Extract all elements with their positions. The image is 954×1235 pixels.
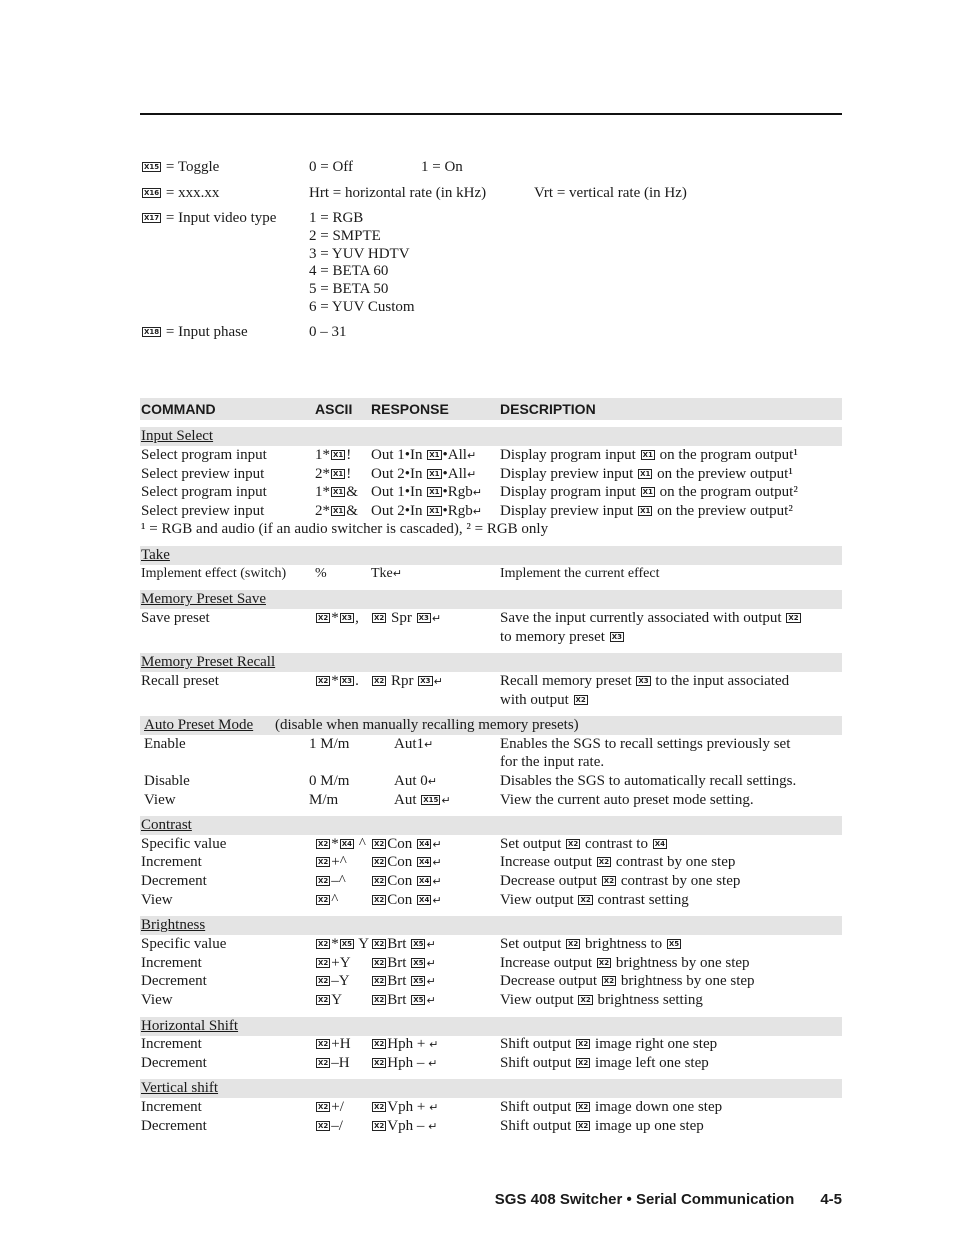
cell-response: X2 Spr X3 ↵ [374, 610, 442, 626]
cell-description: Display preview input X1 on the preview output² [500, 503, 793, 519]
table-row [141, 483, 841, 502]
table-row [141, 791, 841, 810]
variable-box-icon: X2 [374, 996, 385, 1004]
variable-box-icon: X5 [413, 977, 424, 985]
cell-ascii: X2 –/ [318, 1118, 343, 1134]
variable-box-icon: X3 [341, 614, 353, 622]
footnote: ¹ = RGB and audio (if an audio switcher is cascaded), ² = RGB only [141, 521, 549, 537]
section-auto-preset-mode [140, 716, 842, 735]
cell-ascii: 1* X1 & [315, 484, 358, 500]
cell-command: Implement effect (switch) [141, 566, 287, 581]
variable-box-icon: X5 [413, 940, 424, 948]
section-title: Horizontal Shift [141, 1018, 239, 1034]
cell-command: Decrement [141, 973, 207, 989]
table-row [141, 872, 841, 891]
variable-box-icon: X5 [413, 996, 424, 1004]
enter-icon: ↵ [426, 975, 436, 988]
cell-response: X2 Hph – ↵ [374, 1055, 438, 1071]
var-value-2: Vrt = vertical rate (in Hz) [534, 185, 687, 201]
variable-box-icon: X2 [374, 614, 385, 622]
cell-response: Out 2•In X1 •Rgb↵ [371, 503, 483, 519]
cell-ascii: X2 –^ [318, 873, 346, 889]
col-ascii: ASCII [315, 401, 353, 417]
var-name: = Toggle [165, 159, 220, 175]
cell-description: with output X2 [500, 692, 586, 708]
variable-box-icon: X4 [419, 840, 430, 848]
section-title: Input Select [141, 428, 214, 444]
cell-description: Recall memory preset X3 to the input associated [500, 673, 790, 689]
cell-ascii: 1 M/m [309, 736, 350, 752]
table-row [141, 1117, 841, 1136]
cell-command: Recall preset [141, 673, 219, 689]
footer-title: SGS 408 Switcher • Serial Communication [494, 1191, 795, 1208]
cell-response: X2 Brt X5 ↵ [374, 973, 436, 989]
variable-box-icon: X3 [638, 677, 649, 685]
variable-box-icon: X2 [598, 858, 610, 866]
variable-box-icon: X1 [429, 507, 440, 515]
var-list-item: 3 = YUV HDTV [309, 246, 410, 262]
cell-response: Tke↵ [371, 566, 402, 581]
table-row [141, 954, 841, 973]
variable-box-icon: X4 [419, 896, 430, 904]
header-rule [140, 113, 842, 115]
table-row [141, 565, 841, 584]
variable-box-icon: X2 [374, 1040, 385, 1048]
variable-box-icon: X1 [333, 488, 344, 496]
variable-box-icon: X2 [575, 696, 586, 704]
variable-box-icon: X5 [668, 940, 680, 948]
section-memory-preset-save [140, 590, 842, 609]
enter-icon: ↵ [392, 567, 402, 580]
variable-box-icon: X3 [341, 677, 353, 685]
table-row [141, 609, 841, 628]
section-title: Auto Preset Mode [144, 717, 254, 733]
variable-box-icon: X15 [144, 163, 160, 171]
cell-command: Save preset [141, 610, 210, 626]
variable-box-icon: X2 [318, 1122, 329, 1130]
cell-description: Decrease output X2 contrast by one step [500, 873, 741, 889]
var-value: 0 = Off [309, 159, 354, 175]
enter-icon: ↵ [432, 838, 442, 851]
cell-description: Increase output X2 brightness by one step [500, 955, 750, 971]
enter-icon: ↵ [432, 894, 442, 907]
cell-response: Aut1↵ [394, 736, 434, 752]
cell-ascii: X2 * X4 ^ [318, 836, 366, 852]
section-title: Contrast [141, 817, 192, 833]
cell-command: Select preview input [141, 503, 265, 519]
col-command: COMMAND [141, 401, 216, 417]
section-take [140, 546, 842, 565]
cell-description: Set output X2 brightness to X5 [500, 936, 680, 952]
variable-box-icon: X2 [374, 1059, 385, 1067]
table-row [141, 672, 841, 691]
variable-box-icon: X4 [419, 858, 430, 866]
variable-box-icon: X2 [603, 977, 615, 985]
cell-ascii: X2 –H [318, 1055, 350, 1071]
cell-command: Decrement [141, 873, 207, 889]
cell-ascii: X2 +/ [318, 1099, 344, 1115]
enter-icon: ↵ [428, 1120, 438, 1133]
cell-ascii: X2 ^ [318, 892, 339, 908]
cell-ascii: 1* X1 ! [315, 447, 352, 463]
table-row [141, 935, 841, 954]
enter-icon: ↵ [432, 856, 442, 869]
section-title: Memory Preset Recall [141, 654, 276, 670]
var-name: = Input video type [165, 210, 277, 226]
section-vertical-shift [140, 1079, 842, 1098]
table-row [141, 446, 841, 465]
cell-ascii: 2* X1 & [315, 503, 358, 519]
col-response: RESPONSE [371, 401, 449, 417]
variable-box-icon: X2 [318, 959, 329, 967]
cell-ascii: X2 –Y [318, 973, 350, 989]
variable-box-icon: X1 [642, 488, 653, 496]
cell-response: X2 Brt X5 ↵ [374, 955, 436, 971]
cell-description: to memory preset X3 [500, 629, 623, 645]
cell-ascii: X2 * X3 , [318, 610, 359, 626]
section-title: Take [141, 547, 170, 563]
cell-description: Save the input currently associated with output X2 [500, 610, 799, 626]
variable-box-icon: X2 [374, 840, 385, 848]
table-row [141, 972, 841, 991]
cell-command: View [141, 992, 173, 1008]
cell-description: Decrease output X2 brightness by one step [500, 973, 755, 989]
variable-box-icon: X2 [318, 877, 329, 885]
table-row [141, 991, 841, 1010]
variable-box-icon: X15 [423, 796, 439, 804]
var-list-item: 5 = BETA 50 [309, 281, 389, 297]
var-list-item: 4 = BETA 60 [309, 263, 389, 279]
cell-command: Select program input [141, 484, 267, 500]
cell-command: Increment [141, 1099, 202, 1115]
cell-command: Enable [144, 736, 186, 752]
variable-box-icon: X2 [374, 977, 385, 985]
cell-command: Specific value [141, 836, 227, 852]
variable-box-icon: X2 [578, 1040, 589, 1048]
enter-icon: ↵ [424, 738, 434, 751]
enter-icon: ↵ [428, 1057, 438, 1070]
variable-box-icon: X2 [568, 840, 579, 848]
cell-description: View the current auto preset mode setting. [500, 792, 754, 808]
variable-box-icon: X17 [144, 214, 160, 222]
table-row [141, 502, 841, 521]
cell-command: Disable [144, 773, 190, 789]
cell-description: Display preview input X1 on the preview output¹ [500, 466, 793, 482]
variable-box-icon: X1 [333, 470, 344, 478]
page-footer [0, 1191, 842, 1208]
cell-description: Implement the current effect [500, 566, 660, 581]
section-contrast [140, 816, 842, 835]
var-list-item: 6 = YUV Custom [309, 299, 415, 315]
cell-response: X2 Brt X5 ↵ [374, 936, 436, 952]
enter-icon: ↵ [466, 468, 477, 481]
cell-command: View [144, 792, 176, 808]
variable-box-icon: X1 [333, 507, 344, 515]
var-list-item: 1 = RGB [309, 210, 364, 226]
cell-response: Out 2•In X1 •All↵ [371, 466, 477, 482]
enter-icon: ↵ [426, 938, 436, 951]
cell-description: Display program input X1 on the program output¹ [500, 447, 798, 463]
variable-box-icon: X1 [640, 507, 651, 515]
var-list-item: 2 = SMPTE [309, 228, 381, 244]
cell-command: Increment [141, 1036, 202, 1052]
table-row [141, 891, 841, 910]
cell-response: X2 Con X4 ↵ [374, 854, 442, 870]
variable-box-icon: X3 [420, 677, 431, 685]
variable-box-icon: X3 [418, 614, 429, 622]
cell-response: X2 Vph + ↵ [374, 1099, 439, 1115]
table-row-continued [141, 691, 841, 710]
variable-box-icon: X5 [413, 959, 424, 967]
variable-box-icon: X2 [578, 1103, 589, 1111]
var-value: Hrt = horizontal rate (in kHz) [309, 185, 487, 201]
section-input-select [140, 427, 842, 446]
variable-box-icon: X3 [611, 633, 623, 641]
variable-box-icon: X2 [374, 940, 385, 948]
variable-box-icon: X1 [429, 470, 440, 478]
table-row [141, 465, 841, 484]
cell-response: Out 1•In X1 •Rgb↵ [371, 484, 483, 500]
var-value: 0 – 31 [309, 324, 347, 340]
variable-box-icon: X4 [341, 840, 353, 848]
variable-box-icon: X2 [374, 877, 385, 885]
cell-ascii: X2 * X5 Y [318, 936, 370, 952]
enter-icon: ↵ [432, 875, 442, 888]
cell-ascii: X2 * X3 . [318, 673, 359, 689]
enter-icon: ↵ [431, 612, 442, 625]
enter-icon: ↵ [441, 794, 451, 807]
cell-ascii: X2 +Y [318, 955, 351, 971]
table-row [141, 853, 841, 872]
cell-response: X2 Hph + ↵ [374, 1036, 439, 1052]
cell-command: Decrement [141, 1118, 207, 1134]
cell-response: X2 Con X4 ↵ [374, 873, 442, 889]
variable-box-icon: X2 [318, 1040, 329, 1048]
variable-box-icon: X2 [598, 959, 610, 967]
cell-description: Shift output X2 image down one step [500, 1099, 723, 1115]
variable-box-icon: X2 [318, 977, 329, 985]
section-title: Memory Preset Save [141, 591, 266, 607]
enter-icon: ↵ [466, 449, 477, 462]
section-horizontal-shift [140, 1017, 842, 1036]
cell-description: View output X2 contrast setting [500, 892, 689, 908]
cell-description: Enables the SGS to recall settings previously set [500, 736, 791, 752]
variable-box-icon: X2 [788, 614, 799, 622]
variable-box-icon: X2 [568, 940, 579, 948]
col-description: DESCRIPTION [500, 401, 596, 417]
page-number: 4-5 [820, 1191, 842, 1208]
variable-box-icon: X1 [333, 451, 344, 459]
cell-description: for the input rate. [500, 754, 605, 770]
cell-ascii: X2 Y [318, 992, 343, 1008]
enter-icon: ↵ [433, 675, 443, 688]
variable-box-icon: X1 [429, 488, 440, 496]
variable-box-icon: X2 [374, 896, 385, 904]
table-row [141, 835, 841, 854]
cell-ascii: M/m [309, 792, 339, 808]
variable-box-icon: X1 [642, 451, 653, 459]
cell-response: X2 Rpr X3 ↵ [374, 673, 443, 689]
variable-box-icon: X2 [318, 614, 329, 622]
cell-description: Disables the SGS to automatically recall settings. [500, 773, 797, 789]
cell-command: Select preview input [141, 466, 265, 482]
variable-box-icon: X1 [429, 451, 440, 459]
variable-box-icon: X2 [578, 1059, 589, 1067]
section-memory-preset-recall [140, 653, 842, 672]
enter-icon: ↵ [472, 486, 483, 499]
table-row [141, 772, 841, 791]
variable-box-icon: X18 [144, 328, 160, 336]
enter-icon: ↵ [429, 1101, 439, 1114]
variable-box-icon: X2 [318, 677, 329, 685]
var-value-2: 1 = On [421, 159, 463, 175]
table-row [141, 1098, 841, 1117]
variable-box-icon: X2 [318, 940, 329, 948]
table-row [141, 735, 841, 754]
table-row [141, 1035, 841, 1054]
cell-response: Out 1•In X1 •All↵ [371, 447, 477, 463]
cell-command: Increment [141, 854, 202, 870]
table-row-continued [141, 753, 841, 772]
variable-box-icon: X2 [318, 1103, 329, 1111]
variable-box-icon: X2 [318, 996, 329, 1004]
variable-box-icon: X4 [419, 877, 430, 885]
cell-description: Shift output X2 image up one step [500, 1118, 704, 1134]
cell-response: X2 Brt X5 ↵ [374, 992, 436, 1008]
cell-description: Shift output X2 image right one step [500, 1036, 718, 1052]
table-row-continued [141, 628, 841, 647]
cell-response: Aut 0↵ [394, 773, 437, 789]
enter-icon: ↵ [426, 994, 436, 1007]
variable-box-icon: X2 [374, 1103, 385, 1111]
cell-response: X2 Vph – ↵ [374, 1118, 438, 1134]
variable-box-icon: X2 [580, 896, 591, 904]
variable-box-icon: X2 [318, 858, 329, 866]
cell-description: View output X2 brightness setting [500, 992, 703, 1008]
cell-response: Aut X15 ↵ [394, 792, 451, 808]
enter-icon: ↵ [426, 957, 436, 970]
section-note: (disable when manually recalling memory presets) [275, 717, 579, 733]
enter-icon: ↵ [472, 505, 483, 518]
enter-icon: ↵ [429, 1038, 439, 1051]
variable-box-icon: X2 [578, 1122, 589, 1130]
variable-box-icon: X2 [374, 959, 385, 967]
variable-box-icon: X16 [144, 189, 160, 197]
table-header [140, 398, 842, 420]
cell-command: Decrement [141, 1055, 207, 1071]
enter-icon: ↵ [427, 775, 437, 788]
cell-description: Set output X2 contrast to X4 [500, 836, 665, 852]
cell-description: Display program input X1 on the program output² [500, 484, 798, 500]
cell-response: X2 Con X4 ↵ [374, 892, 442, 908]
cell-response: X2 Con X4 ↵ [374, 836, 442, 852]
variable-box-icon: X4 [654, 840, 665, 848]
variable-box-icon: X2 [318, 896, 329, 904]
cell-description: Increase output X2 contrast by one step [500, 854, 736, 870]
variable-box-icon: X2 [374, 1122, 385, 1130]
variable-box-icon: X5 [341, 940, 353, 948]
cell-ascii: X2 +H [318, 1036, 351, 1052]
var-name: = Input phase [165, 324, 248, 340]
section-brightness [140, 916, 842, 935]
variable-box-icon: X2 [603, 877, 615, 885]
variable-box-icon: X2 [580, 996, 591, 1004]
section-title: Vertical shift [141, 1080, 219, 1096]
variable-box-icon: X1 [640, 470, 651, 478]
variable-box-icon: X2 [374, 858, 385, 866]
section-title: Brightness [141, 917, 206, 933]
cell-command: Increment [141, 955, 202, 971]
cell-ascii: % [315, 566, 327, 581]
cell-description: Shift output X2 image left one step [500, 1055, 709, 1071]
cell-command: Specific value [141, 936, 227, 952]
cell-command: Select program input [141, 447, 267, 463]
variable-box-icon: X2 [374, 677, 385, 685]
cell-ascii: 0 M/m [309, 773, 350, 789]
variable-box-icon: X2 [318, 840, 329, 848]
table-row [141, 1054, 841, 1073]
cell-ascii: 2* X1 ! [315, 466, 352, 482]
cell-command: View [141, 892, 173, 908]
var-name: = xxx.xx [165, 185, 220, 201]
cell-ascii: X2 +^ [318, 854, 347, 870]
variable-box-icon: X2 [318, 1059, 329, 1067]
